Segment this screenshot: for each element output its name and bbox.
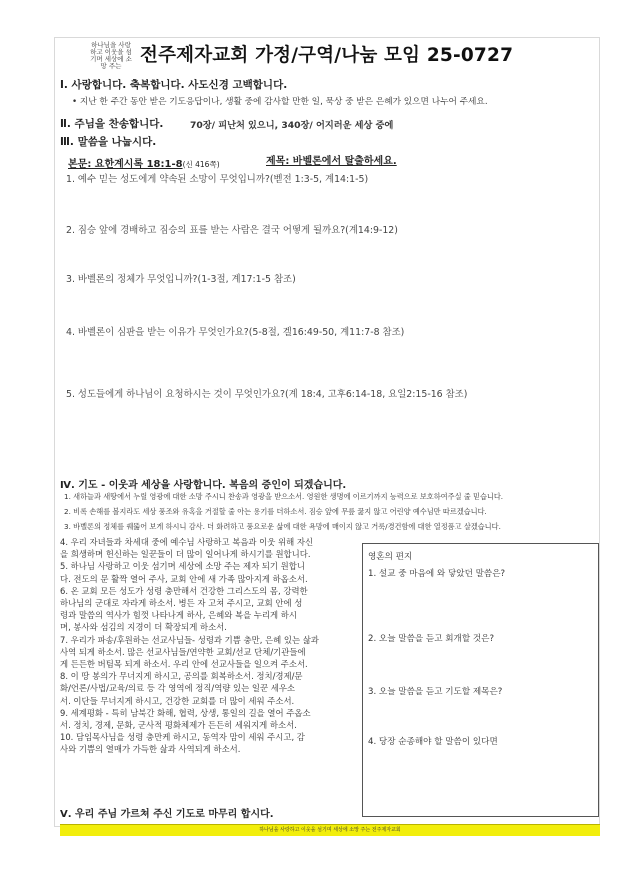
section-1-note: • 지난 한 주간 동안 받은 기도응답이나, 생활 중에 감사할 만한 일, 묵상 중 받은 은혜가 있으면 나누어 주세요.	[72, 97, 488, 107]
scripture-text-line	[68, 152, 220, 171]
question-4: 4. 바벨론이 심판을 받는 이유가 무엇인가요?(5-8절, 겔16:49-50, 계11:7-8 참조)	[66, 327, 405, 338]
question-1: 1. 예수 믿는 성도에게 약속된 소망이 무엇입니까?(벧전 1:3-5, 계14:1-5)	[66, 174, 369, 185]
prayer-line: 9. 세계평화 - 특히 남북간 화해, 협력, 상생, 통일의 길을 열어 주옵소	[60, 707, 311, 718]
prayer-line: 서. 이단들 무너지게 하시고, 건강한 교회를 더 많이 세워 주소서.	[60, 695, 295, 706]
prayer-line: 하나님의 군대로 자라게 하소서. 병든 자 고쳐 주시고, 교회 안에 성	[60, 598, 303, 609]
scripture-page: (신 416쪽)	[182, 160, 220, 169]
prayer-line: 사와 기쁨의 열매가 가득한 삶과 사역되게 하소서.	[60, 744, 241, 755]
prayer-line: 10. 담임목사님을 성령 충만케 하시고, 동역자 맘이 세워 주시고, 감	[60, 732, 305, 743]
letter-title: 영혼의 편지	[368, 552, 413, 562]
footer-bar	[60, 824, 600, 836]
section-5-heading: Ⅴ. 우리 주님 가르쳐 주신 기도로 마무리 합시다.	[60, 809, 274, 820]
soul-letter-box	[362, 543, 599, 817]
section-3-heading: Ⅲ. 말씀을 나눕시다.	[60, 136, 157, 148]
prayer-list	[60, 536, 360, 756]
prayer-line: 7. 우리가 파송/후원하는 선교사님들- 성령과 기쁨 충만, 은혜 있는 삶과	[60, 634, 319, 645]
church-logo-text: 하나님을 사랑하고 이웃을 섬기며 세상에 소망 주는	[90, 41, 132, 70]
letter-question-4: 4. 당장 순종해야 할 말씀이 있다면	[368, 737, 498, 747]
section-1-heading: Ⅰ. 사랑합니다. 축복합니다. 사도신경 고백합니다.	[60, 79, 288, 91]
page-title: 전주제자교회 가정/구역/나눔 모임 25-0727	[140, 45, 514, 66]
question-2: 2. 짐승 앞에 경배하고 짐승의 표를 받는 사람은 결국 어떻게 될까요?(계14:9-12)	[66, 225, 398, 236]
prayer-item-3: 3. 바벨론의 정체를 꿰뚫어 보게 하시니 감사. 더 화려하고 풍요로운 삶에 대한 욕망에 매이지 않고 거룩/경건함에 대한 열정품고 살겠습니다.	[64, 522, 501, 531]
letter-question-2: 2. 오늘 말씀을 듣고 회개할 것은?	[368, 634, 495, 644]
footer-text: 하나님을 사랑하고 이웃을 섬기며 세상에 소망 주는 전주제자교회	[259, 827, 401, 833]
hymn-list: 70장/ 피난처 있으니, 340장/ 어지러운 세상 중에	[190, 120, 394, 131]
letter-question-1: 1. 설교 중 마음에 와 닿았던 말씀은?	[368, 569, 506, 579]
prayer-line: 4. 우리 자녀들과 차세대 중에 예수님 사랑하고 복음과 이웃 위해 자신	[60, 537, 314, 547]
prayer-line: 6. 온 교회 모든 성도가 성령 충만해서 건강한 그리스도의 몸, 강력한	[60, 585, 308, 596]
section-2-heading: Ⅱ. 주님을 찬송합니다.	[60, 118, 164, 130]
prayer-item-2: 2. 비록 손해를 볼지라도 세상 풍조와 유혹을 거절할 줄 아는 용기를 더하소서. 짐승 앞에 무릎 꿇지 않고 어린양 예수님만 따르겠습니다.	[64, 507, 487, 516]
letter-question-3: 3. 오늘 말씀을 듣고 기도할 제목은?	[368, 687, 503, 697]
prayer-line: 며, 봉사와 섬김의 지경이 더 확장되게 하소서.	[60, 622, 227, 633]
prayer-line: 화/언론/사법/교육/의료 등 각 영역에 정직/역량 있는 일꾼 세우소	[60, 683, 295, 694]
prayer-line: 게 든든한 버팀목 되게 하소서. 우리 안에 선교사들을 일으켜 주소서.	[60, 659, 308, 670]
question-3: 3. 바벨론의 정체가 무엇입니까?(1-3절, 계17:1-5 참조)	[66, 274, 296, 285]
sermon-theme: 제목: 바벨론에서 탈출하세요.	[266, 156, 397, 167]
section-4-heading: Ⅳ. 기도 - 이웃과 세상을 사랑합니다. 복음의 증인이 되겠습니다.	[60, 480, 347, 491]
prayer-line: 8. 이 땅 봉의가 무너지게 하시고, 공의를 회복하소서. 정치/경제/문	[60, 671, 303, 682]
prayer-line: 서. 정치, 경제, 문화, 군사적 평화체제가 든든히 세워지게 하소서.	[60, 720, 297, 731]
prayer-line: 5. 하나님 사랑하고 이웃 섬기며 세상에 소망 주는 제자 되기 원합니	[60, 561, 305, 572]
prayer-line: 을 희생하며 헌신하는 일꾼들이 더 많이 일어나게 하시기를 원합니다.	[60, 549, 311, 560]
scripture-reference: 본문: 요한계시록 18:1-8	[68, 159, 183, 170]
prayer-line: 사역 되게 하소서. 많은 선교사님들/연약한 교회/선교 단체/기관들에	[60, 646, 306, 657]
prayer-line: 령과 말씀의 역사가 힘껏 나타나게 하사, 은혜와 복을 누리게 하시	[60, 610, 297, 621]
prayer-item-1: 1. 새하늘과 새땅에서 누릴 영광에 대한 소망 주시니 찬송과 영광을 받으소서. 영원한 생명에 이르기까지 능력으로 보호하여주실 줄 믿습니다.	[64, 492, 504, 501]
question-5: 5. 성도들에게 하나님이 요청하시는 것이 무엇인가요?(계 18:4, 고후6:14-18, 요일2:15-16 참조)	[66, 389, 468, 400]
prayer-line: 다. 전도의 문 활짝 열어 주사, 교회 안에 새 가족 많아지게 하옵소서.	[60, 573, 308, 584]
